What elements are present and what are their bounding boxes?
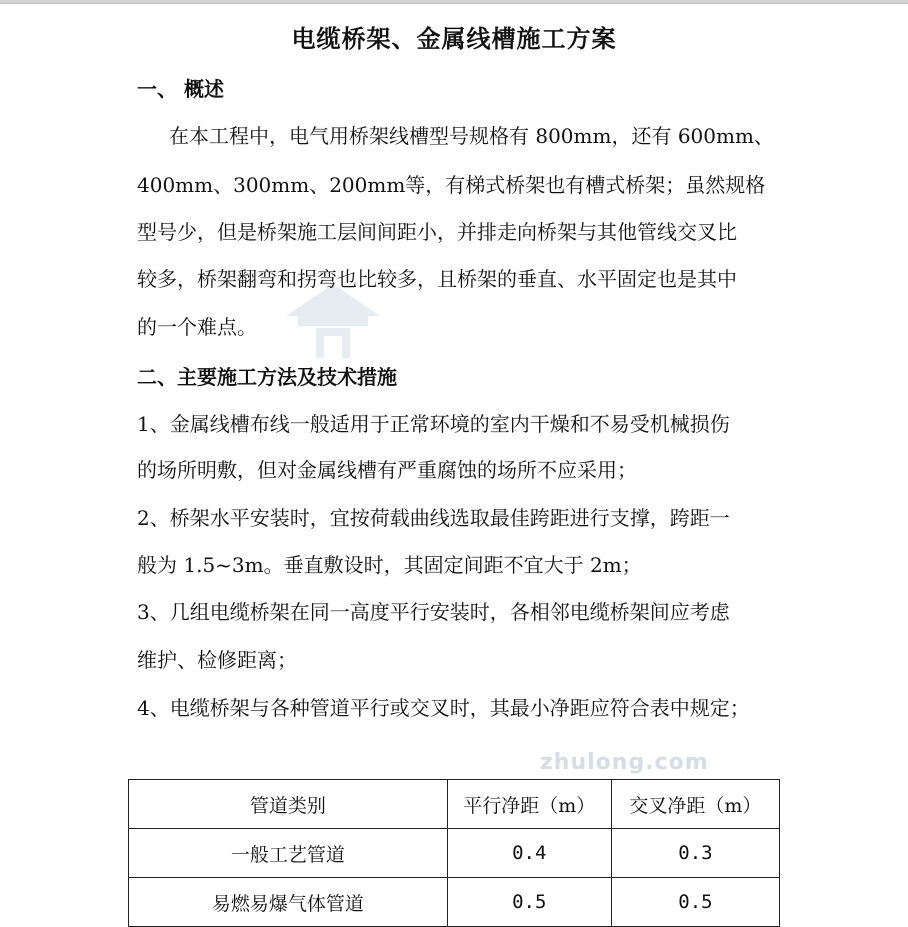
table-cell-pipe-type: 一般工艺管道 <box>129 829 448 878</box>
zhulong-logo-icon <box>278 276 388 366</box>
paragraph-line: 在本工程中，电气用桥架线槽型号规格有 800mm，还有 600mm、 <box>169 124 774 148</box>
paragraph-line: 的一个难点。 <box>137 315 257 339</box>
paragraph-line: 般为 1.5~3m。垂直敷设时，其固定间距不宜大于 2m； <box>137 553 642 577</box>
table-row <box>129 878 780 927</box>
table-header-cell: 平行净距（m） <box>447 780 611 829</box>
paragraph-line: 的场所明敷，但对金属线槽有严重腐蚀的场所不应采用； <box>137 458 637 482</box>
table-cell-pipe-type: 易燃易爆气体管道 <box>129 878 448 927</box>
paragraph-line: 维护、检修距离； <box>137 648 297 672</box>
paragraph-line: 型号少，但是桥架施工层间间距小，并排走向桥架与其他管线交叉比 <box>137 220 737 244</box>
table-header-cell: 交叉净距（m） <box>611 780 779 829</box>
clearance-table <box>128 779 780 927</box>
table-cell-cross-distance: 0.5 <box>611 878 779 927</box>
paragraph-line: 3、几组电缆桥架在同一高度平行安装时，各相邻电缆桥架间应考虑 <box>137 600 730 624</box>
paragraph-line: 2、桥架水平安装时，宜按荷载曲线选取最佳跨距进行支撑，跨距一 <box>137 506 730 530</box>
table-header-cell: 管道类别 <box>129 780 448 829</box>
paragraph-line: 较多，桥架翻弯和拐弯也比较多，且桥架的垂直、水平固定也是其中 <box>137 267 737 291</box>
paragraph-line: 400mm、300mm、200mm等，有梯式桥架也有槽式桥架；虽然规格 <box>137 173 766 197</box>
top-border <box>0 0 908 4</box>
paragraph-line: 1、金属线槽布线一般适用于正常环境的室内干燥和不易受机械损伤 <box>137 412 730 436</box>
document-title: 电缆桥架、金属线槽施工方案 <box>291 24 617 53</box>
table-cell-parallel-distance: 0.4 <box>447 829 611 878</box>
section-heading-methods: 二、主要施工方法及技术措施 <box>137 365 397 389</box>
section-heading-overview: 一、 概述 <box>137 77 224 101</box>
table-header-row <box>129 780 780 829</box>
watermark-text: zhulong.com <box>540 750 709 775</box>
table-cell-parallel-distance: 0.5 <box>447 878 611 927</box>
table-cell-cross-distance: 0.3 <box>611 829 779 878</box>
table-row <box>129 829 780 878</box>
paragraph-line: 4、电缆桥架与各种管道平行或交叉时，其最小净距应符合表中规定； <box>137 696 750 720</box>
